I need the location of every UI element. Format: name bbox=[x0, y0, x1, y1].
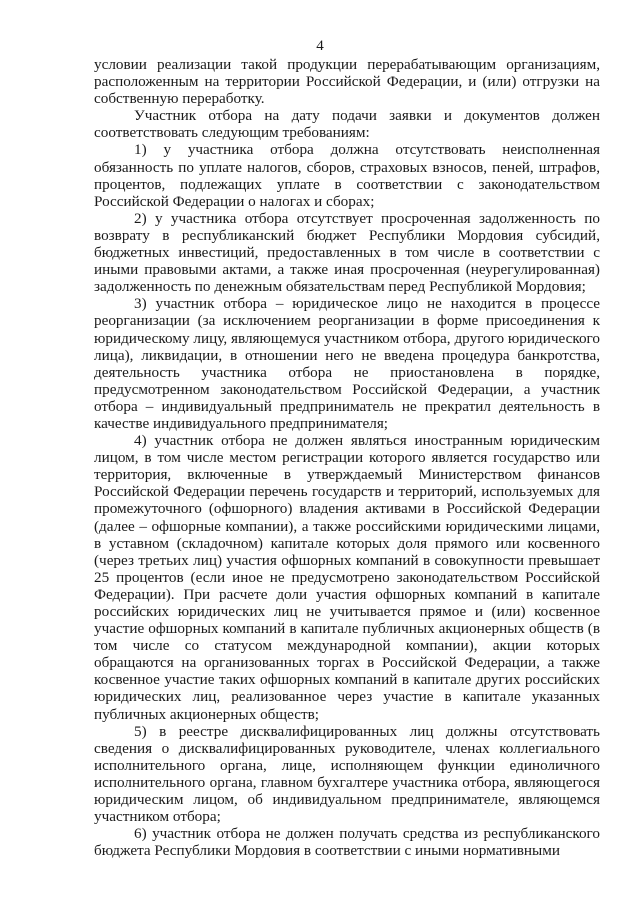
paragraph-requirement-1: 1) у участника отбора должна отсутствовать неисполненная обязанность по уплате налогов, сборов, страховых взносов, пеней, штрафов, процентов, подлежащих уплате в соответствии с законодательством Российской Федерации о налогах и сборах; bbox=[94, 141, 600, 210]
page-number: 4 bbox=[316, 38, 324, 54]
paragraph-requirement-4: 4) участник отбора не должен являться иностранным юридическим лицом, в том числе местом регистрации которого является государство или территория, включенные в утверждаемый Министерством финансов Российской Федерации перечень государств и территорий, используемых для промежуточного (офшорного) владения активами в Российской Федерации (далее – офшорные компании), а также российскими юридическими лицами, в уставном (складочном) капитале которых доля прямого или косвенного (через третьих лиц) участия офшорных компаний в совокупности превышает 25 процентов (если иное не предусмотрено законодательством Российской Федерации). При расчете доли участия офшорных компаний в капитале российских юридических лиц не учитывается прямое и (или) косвенное участие офшорных компаний в капитале публичных акционерных обществ (в том числе со статусом международной компании), акции которых обращаются на организованных торгах в Российской Федерации, а также косвенное участие таких офшорных компаний в капитале других российских юридических лиц, реализованное через участие в капитале указанных публичных акционерных обществ; bbox=[94, 432, 600, 723]
document-body bbox=[94, 56, 600, 859]
paragraph-continuation: условии реализации такой продукции перерабатывающим организациям, расположенным на территории Российской Федерации, и (или) отгрузки на собственную переработку. bbox=[94, 56, 600, 108]
paragraph-requirement-3: 3) участник отбора – юридическое лицо не находится в процессе реорганизации (за исключением реорганизации в форме присоединения к юридическому лицу, являющемуся участником отбора, другого юридического лица), ликвидации, в отношении него не введена процедура банкротства, деятельность участника отбора не приостановлена в порядке, предусмотренном законодательством Российской Федерации, а участник отбора – индивидуальный предприниматель не прекратил деятельность в качестве индивидуального предпринимателя; bbox=[94, 295, 600, 432]
paragraph-requirement-6: 6) участник отбора не должен получать средства из республиканского бюджета Республики Мордовия в соответствии с иными нормативными bbox=[94, 825, 600, 860]
paragraph-requirement-2: 2) у участника отбора отсутствует просроченная задолженность по возврату в республиканский бюджет Республики Мордовия субсидий, бюджетных инвестиций, предоставленных в том числе в соответствии с иными правовыми актами, а также иная просроченная (неурегулированная) задолженность по денежным обязательствам перед Республикой Мордовия; bbox=[94, 209, 600, 296]
paragraph-requirements-intro: Участник отбора на дату подачи заявки и документов должен соответствовать следующим требованиям: bbox=[94, 107, 600, 142]
paragraph-requirement-5: 5) в реестре дисквалифицированных лиц должны отсутствовать сведения о дисквалифицированных руководителе, членах коллегиального исполнительного органа, лице, исполняющем функции единоличного исполнительного органа, главном бухгалтере участника отбора, являющегося юридическим лицом, об индивидуальном предпринимателе, являющемся участником отбора; bbox=[94, 722, 600, 826]
